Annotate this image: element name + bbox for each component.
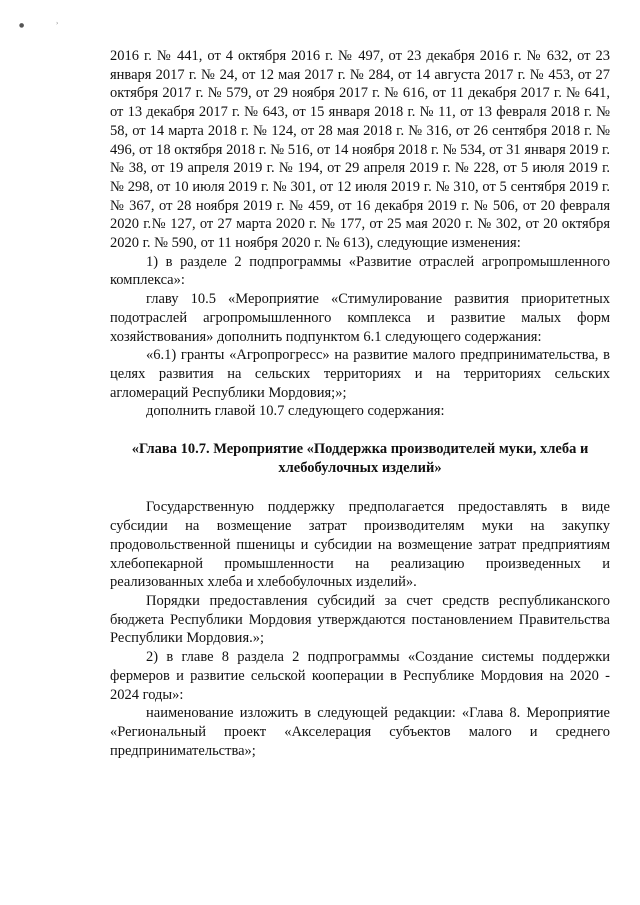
paragraph-state-support: Государственную поддержку предполагается предоставлять в виде субсидии на возмещение затрат производителям муки на закупку продовольственной пшеницы и субсидии на возмещение затрат предприятиям хлебопекарной промышленности на реализацию произведенных и реализованных хлеба и хлебобулочных изделий». [110, 499, 610, 591]
paragraph-subitem-6-1: «6.1) гранты «Агропрогресс» на развитие малого предпринимательства, в целях развития на сельских территориях и на территориях сельских агломераций Республики Мордовия;»; [110, 347, 610, 401]
paragraph-subsidy-procedures: Порядки предоставления субсидий за счет средств республиканского бюджета Республики Мордовия утверждаются постановлением Правительства Республики Мордовия.»; [110, 592, 610, 647]
paragraph-resolution-list: 2016 г. № 441, от 4 октября 2016 г. № 497, от 23 декабря 2016 г. № 632, от 23 января 2017 г. № 24, от 12 мая 2017 г. № 284, от 14 августа 2017 г. № 453, от 27 октября 2017 г. № 579, от 29 ноября 2017 г. № 616, от 11 декабря 2017 г. № 641, от 13 декабря 2017 г. № 643, от 15 января 2018 г. № 11, от 13 февраля 2018 г. № 58, от 14 марта 2018 г. № 124, от 28 мая 2018 г. № 316, от 26 сентября 2018 г. № 496, от 18 октября 2018 г. № 516, от 14 ноября 2018 г. № 534, от 31 января 2019 г. № 38, от 19 апреля 2019 г. № 194, от 29 апреля 2019 г. № 228, от 5 июля 2019 г. № 298, от 10 июля 2019 г. № 301, от 12 июля 2019 г. № 310, от 5 сентября 2019 г. № 367, от 28 ноября 2019 г. № 459, от 16 декабря 2019 г. № 506, от 20 февраля 2020 г.№ 127, от 27 марта 2020 г. № 177, от 25 мая 2020 г. № 302, от 20 октября 2020 г. № 590, от 11 ноября 2020 г. № 613), следующие изменения: [110, 48, 610, 252]
scan-mark: › [56, 20, 59, 27]
paragraph-add-chapter: дополнить главой 10.7 следующего содержания: [146, 403, 445, 420]
document-body [110, 47, 610, 760]
paragraph-chapter-10-5: главу 10.5 «Мероприятие «Стимулирование развития приоритетных подотраслей агропромышленного комплекса и развитие малых форм хозяйствования» дополнить подпунктом 6.1 следующего содержания: [110, 291, 610, 345]
paragraph-item-2: 2) в главе 8 раздела 2 подпрограммы «Создание системы поддержки фермеров и развитие сельской кооперации в Республике Мордовия на 2020 - 2024 годы»: [110, 649, 610, 703]
paragraph-item-1: 1) в разделе 2 подпрограммы «Развитие отраслей агропромышленного комплекса»: [110, 253, 610, 289]
paragraph-rename-chapter: наименование изложить в следующей редакции: «Глава 8. Мероприятие «Региональный проект «Акселерация субъектов малого и среднего предпринимательства»; [110, 705, 610, 759]
chapter-heading: «Глава 10.7. Мероприятие «Поддержка производителей муки, хлеба и хлебобулочных изделий» [131, 441, 589, 476]
scan-mark: ● [19, 22, 25, 29]
